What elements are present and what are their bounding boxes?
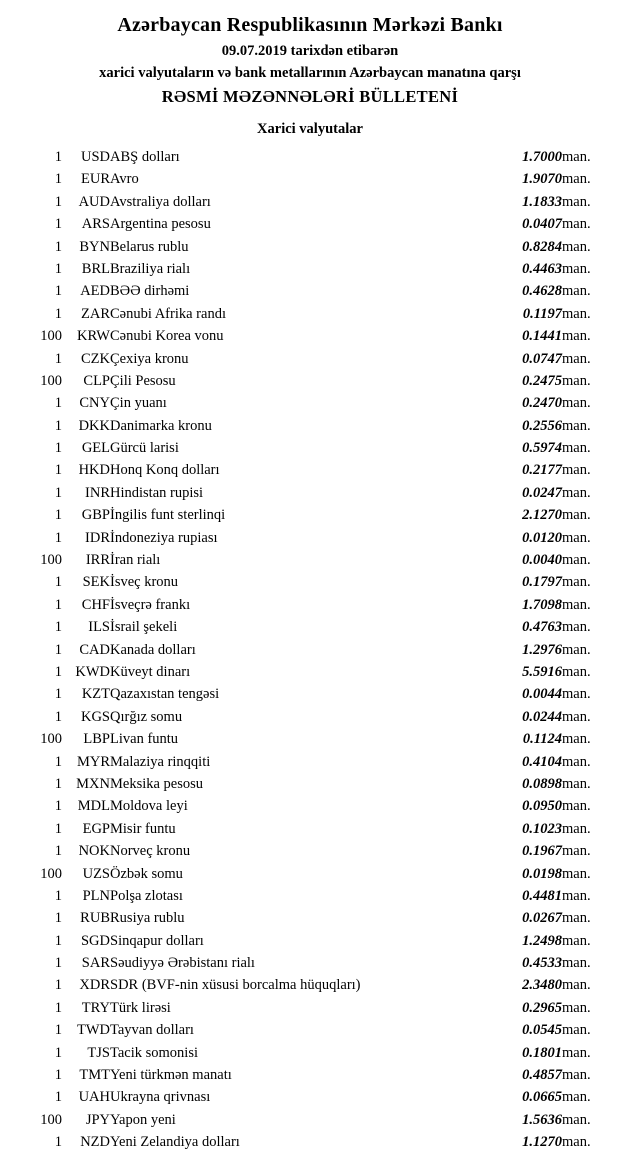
currency-rate: 1.1270	[522, 1134, 562, 1151]
currency-rate: 0.4857	[522, 1067, 562, 1084]
table-row	[18, 952, 602, 974]
currency-rate: 0.0407	[522, 216, 562, 233]
currency-rate: 0.2177	[522, 462, 562, 479]
currency-code: BYN	[79, 238, 110, 255]
currency-quantity: 1	[54, 798, 62, 815]
currency-rate: 0.1023	[522, 820, 562, 837]
currency-quantity: 1	[54, 775, 62, 792]
currency-rate: 0.0247	[522, 484, 562, 501]
currency-quantity: 1	[54, 216, 62, 233]
currency-rate: 5.5916	[522, 663, 562, 680]
currency-code: TMT	[79, 1067, 110, 1084]
currency-name: Misir funtu	[110, 820, 176, 837]
currency-quantity: 1	[54, 395, 62, 412]
currency-rate: 0.1197	[522, 305, 562, 322]
currency-code: TJS	[87, 1044, 110, 1061]
currency-code: RUB	[80, 910, 110, 927]
currency-rate: 2.3480	[522, 977, 562, 994]
currency-quantity: 1	[54, 149, 62, 165]
currency-code: TRY	[81, 999, 110, 1016]
currency-rate: 0.0267	[522, 910, 562, 927]
table-row	[18, 930, 602, 952]
table-row	[18, 751, 602, 773]
currency-name: Tayvan dolları	[110, 1022, 194, 1039]
currency-unit: man.	[562, 977, 591, 994]
currency-name: Tacik somonisi	[110, 1044, 198, 1061]
table-row	[18, 146, 602, 168]
table-row	[18, 661, 602, 683]
table-row	[18, 706, 602, 728]
currency-quantity: 100	[40, 552, 62, 569]
currency-rate: 0.1967	[522, 843, 562, 860]
currency-code: TWD	[76, 1022, 110, 1039]
currency-code: GBP	[81, 507, 110, 524]
effective-date-line: 09.07.2019 tarixdən etibarən	[221, 43, 399, 59]
currency-name: Türk lirəsi	[110, 999, 171, 1016]
currency-code: SGD	[80, 932, 110, 949]
table-row	[18, 392, 602, 414]
currency-quantity: 1	[54, 1022, 62, 1039]
currency-unit: man.	[562, 843, 591, 860]
currency-quantity: 1	[54, 641, 62, 658]
table-row	[18, 504, 602, 526]
currency-code: XDR	[79, 977, 110, 994]
currency-quantity: 1	[54, 440, 62, 457]
currency-name: Danimarka kronu	[110, 417, 212, 434]
table-row	[18, 191, 602, 213]
currency-name: Norveç kronu	[110, 843, 191, 860]
currency-unit: man.	[562, 731, 591, 748]
currency-quantity: 1	[54, 574, 62, 591]
table-row	[18, 1131, 602, 1153]
currency-rate: 0.0120	[522, 529, 562, 546]
currency-code: NZD	[80, 1134, 110, 1151]
currency-quantity: 100	[40, 731, 62, 748]
table-row	[18, 1042, 602, 1064]
currency-code: CZK	[81, 350, 110, 367]
currency-unit: man.	[562, 574, 591, 591]
currency-rate: 2.1270	[522, 507, 562, 524]
table-row	[18, 1019, 602, 1041]
currency-unit: man.	[562, 663, 591, 680]
currency-rate: 0.5974	[522, 440, 562, 457]
currency-unit: man.	[562, 887, 591, 904]
currency-name: İngilis funt sterlinqi	[110, 507, 226, 524]
table-row	[18, 728, 602, 750]
currency-code: KZT	[81, 686, 110, 703]
table-row	[18, 168, 602, 190]
currency-rate: 1.7098	[522, 596, 562, 613]
currency-unit: man.	[562, 820, 591, 837]
currency-code: EGP	[82, 820, 110, 837]
currency-quantity: 1	[54, 887, 62, 904]
currency-rate: 0.0545	[522, 1022, 562, 1039]
currency-rate: 0.4481	[522, 887, 562, 904]
table-row	[18, 616, 602, 638]
currency-code: UAH	[78, 1089, 110, 1106]
currency-code: AUD	[78, 193, 110, 210]
currency-quantity: 1	[54, 596, 62, 613]
currency-code: SAR	[81, 955, 110, 972]
currency-unit: man.	[562, 529, 591, 546]
currency-unit: man.	[562, 216, 591, 233]
table-row	[18, 974, 602, 996]
table-row	[18, 1086, 602, 1108]
currency-code: KRW	[76, 328, 110, 345]
currency-rate: 0.4763	[522, 619, 562, 636]
table-row	[18, 1109, 602, 1131]
subtitle-line: xarici valyutaların və bank metallarının Azərbaycan manatına qarşı	[99, 65, 521, 81]
currency-name: Avstraliya dolları	[110, 193, 211, 210]
currency-code: MDL	[77, 798, 110, 815]
table-row	[18, 907, 602, 929]
currency-rate: 0.0044	[522, 686, 562, 703]
table-row	[18, 549, 602, 571]
currency-quantity: 1	[54, 507, 62, 524]
currency-rate: 0.0244	[522, 708, 562, 725]
table-row	[18, 370, 602, 392]
currency-unit: man.	[562, 798, 591, 815]
currency-code: MXN	[76, 775, 110, 792]
table-row	[18, 863, 602, 885]
currency-quantity: 1	[54, 820, 62, 837]
currency-rate: 1.2976	[522, 641, 562, 658]
currency-unit: man.	[562, 328, 591, 345]
currency-code: AED	[80, 283, 110, 300]
currency-rate: 0.1441	[522, 328, 562, 345]
table-row	[18, 818, 602, 840]
currency-quantity: 1	[54, 932, 62, 949]
currency-code: DKK	[78, 417, 110, 434]
currency-code: HKD	[78, 462, 110, 479]
currency-name: Hindistan rupisi	[110, 484, 204, 501]
currency-name: Yeni türkmən manatı	[110, 1067, 232, 1084]
bulletin-heading: RƏSMİ MƏZƏNNƏLƏRİ BÜLLETENİ	[161, 87, 459, 106]
currency-quantity: 1	[54, 238, 62, 255]
currency-name: İsveçrə frankı	[110, 596, 191, 613]
currency-name: Yeni Zelandiya dolları	[110, 1134, 240, 1151]
currency-code: MYR	[76, 753, 110, 770]
currency-rate: 0.2556	[522, 417, 562, 434]
currency-unit: man.	[562, 865, 591, 882]
currency-quantity: 1	[54, 462, 62, 479]
currency-rate: 1.1833	[522, 193, 562, 210]
currency-quantity: 1	[54, 663, 62, 680]
currency-code: GEL	[81, 440, 110, 457]
currency-code: EUR	[81, 171, 110, 188]
table-row	[18, 683, 602, 705]
currency-unit: man.	[562, 260, 591, 277]
currency-unit: man.	[562, 1111, 591, 1128]
currency-unit: man.	[562, 193, 591, 210]
currency-quantity: 1	[54, 484, 62, 501]
currency-quantity: 1	[54, 619, 62, 636]
currency-unit: man.	[562, 149, 591, 165]
table-row	[18, 325, 602, 347]
currency-name: Livan funtu	[110, 731, 179, 748]
table-row	[18, 997, 602, 1019]
currency-quantity: 1	[54, 753, 62, 770]
table-row	[18, 482, 602, 504]
table-row	[18, 885, 602, 907]
currency-code: INR	[85, 484, 110, 501]
currency-rate: 0.1801	[522, 1044, 562, 1061]
currency-unit: man.	[562, 999, 591, 1016]
currency-unit: man.	[562, 552, 591, 569]
currency-name: Çin yuanı	[110, 395, 167, 412]
currency-rate: 1.2498	[522, 932, 562, 949]
currency-name: Sinqapur dolları	[110, 932, 204, 949]
currency-name: Çili Pesosu	[110, 372, 176, 389]
currency-name: Cənubi Korea vonu	[110, 328, 224, 345]
currency-quantity: 1	[54, 1067, 62, 1084]
currency-quantity: 1	[54, 171, 62, 188]
currency-unit: man.	[562, 641, 591, 658]
currency-quantity: 1	[54, 193, 62, 210]
currency-code: IRR	[85, 552, 110, 569]
currency-quantity: 1	[54, 686, 62, 703]
currency-code: JPY	[85, 1111, 110, 1128]
table-row	[18, 415, 602, 437]
currency-name: İsrail şekeli	[110, 619, 178, 636]
currency-name: Çexiya kronu	[110, 350, 189, 367]
table-row	[18, 213, 602, 235]
currency-unit: man.	[562, 484, 591, 501]
currency-code: USD	[80, 149, 110, 165]
table-row	[18, 639, 602, 661]
currency-unit: man.	[562, 932, 591, 949]
currency-name: İndoneziya rupiası	[110, 529, 218, 546]
currency-name: Meksika pesosu	[110, 775, 204, 792]
currency-unit: man.	[562, 910, 591, 927]
currency-name: SDR (BVF-nin xüsusi borcalma hüquqları)	[110, 977, 361, 994]
currency-quantity: 1	[54, 260, 62, 277]
currency-unit: man.	[562, 372, 591, 389]
currency-code: CAD	[79, 641, 110, 658]
currency-code: SEK	[82, 574, 110, 591]
currency-code: NOK	[78, 843, 110, 860]
currency-name: Gürcü larisi	[110, 440, 179, 457]
currency-unit: man.	[562, 596, 591, 613]
currency-name: Avro	[110, 171, 139, 188]
currency-quantity: 1	[54, 999, 62, 1016]
currency-code: IDR	[85, 529, 110, 546]
currency-rate: 0.0198	[522, 865, 562, 882]
table-row	[18, 773, 602, 795]
currency-code: CLP	[83, 372, 110, 389]
currency-code: ARS	[81, 216, 110, 233]
currency-unit: man.	[562, 305, 591, 322]
currency-code: BRL	[81, 260, 110, 277]
currency-name: ABŞ dolları	[110, 149, 180, 165]
currency-unit: man.	[562, 350, 591, 367]
currency-rate: 0.1124	[522, 731, 562, 748]
currency-unit: man.	[562, 440, 591, 457]
section-heading-foreign-currencies: Xarici valyutalar	[257, 121, 363, 137]
currency-unit: man.	[562, 753, 591, 770]
currency-code: LBP	[83, 731, 110, 748]
currency-rate: 0.4533	[522, 955, 562, 972]
currency-code: ILS	[88, 619, 110, 636]
currency-rate: 1.7000	[522, 149, 562, 165]
currency-quantity: 100	[40, 328, 62, 345]
currency-code: PLN	[82, 887, 110, 904]
currency-code: CNY	[79, 395, 110, 412]
currency-unit: man.	[562, 1044, 591, 1061]
currency-name: Kanada dolları	[110, 641, 196, 658]
currency-rate: 0.2470	[522, 395, 562, 412]
currency-rate: 1.5636	[522, 1111, 562, 1128]
currency-quantity: 1	[54, 843, 62, 860]
currency-unit: man.	[562, 708, 591, 725]
currency-code: KGS	[80, 708, 110, 725]
currency-code: UZS	[82, 865, 110, 882]
currency-unit: man.	[562, 1022, 591, 1039]
currency-name: Moldova leyi	[110, 798, 188, 815]
currency-name: Qırğız somu	[110, 708, 183, 725]
currency-unit: man.	[562, 507, 591, 524]
currency-name: Ukrayna qrivnası	[110, 1089, 211, 1106]
currency-rate: 0.2965	[522, 999, 562, 1016]
currency-unit: man.	[562, 686, 591, 703]
currency-name: Rusiya rublu	[110, 910, 185, 927]
currency-unit: man.	[562, 238, 591, 255]
exchange-rates-body	[18, 146, 602, 1154]
table-row	[18, 571, 602, 593]
currency-quantity: 1	[54, 708, 62, 725]
currency-quantity: 1	[54, 977, 62, 994]
currency-quantity: 1	[54, 283, 62, 300]
currency-name: Braziliya rialı	[110, 260, 191, 277]
currency-quantity: 1	[54, 955, 62, 972]
currency-rate: 0.1797	[522, 574, 562, 591]
currency-code: KWD	[75, 663, 110, 680]
currency-unit: man.	[562, 1067, 591, 1084]
currency-rate: 0.4104	[522, 753, 562, 770]
currency-unit: man.	[562, 462, 591, 479]
page-title: Azərbaycan Respublikasının Mərkəzi Bankı	[117, 14, 503, 36]
table-row	[18, 236, 602, 258]
currency-name: Küveyt dinarı	[110, 663, 191, 680]
currency-quantity: 1	[54, 1044, 62, 1061]
currency-name: Özbək somu	[110, 865, 183, 882]
currency-rate: 0.0898	[522, 775, 562, 792]
currency-unit: man.	[562, 1134, 591, 1151]
currency-quantity: 1	[54, 1089, 62, 1106]
currency-unit: man.	[562, 283, 591, 300]
currency-quantity: 100	[40, 372, 62, 389]
exchange-rates-table	[18, 146, 602, 1154]
currency-quantity: 1	[54, 350, 62, 367]
table-row	[18, 840, 602, 862]
currency-code: ZAR	[81, 305, 110, 322]
table-row	[18, 594, 602, 616]
currency-unit: man.	[562, 395, 591, 412]
currency-name: Belarus rublu	[110, 238, 189, 255]
currency-name: İran rialı	[110, 552, 161, 569]
table-row	[18, 795, 602, 817]
table-row	[18, 280, 602, 302]
table-row	[18, 459, 602, 481]
currency-quantity: 1	[54, 529, 62, 546]
currency-quantity: 1	[54, 1134, 62, 1151]
table-row	[18, 258, 602, 280]
currency-name: Yapon yeni	[110, 1111, 176, 1128]
table-row	[18, 348, 602, 370]
table-row	[18, 527, 602, 549]
table-row	[18, 437, 602, 459]
currency-unit: man.	[562, 171, 591, 188]
currency-name: Argentina pesosu	[110, 216, 211, 233]
currency-name: Səudiyyə Ərəbistanı rialı	[110, 955, 255, 972]
currency-unit: man.	[562, 619, 591, 636]
currency-rate: 1.9070	[522, 171, 562, 188]
table-row	[18, 303, 602, 325]
currency-unit: man.	[562, 775, 591, 792]
currency-name: Cənubi Afrika randı	[110, 305, 226, 322]
table-row	[18, 1064, 602, 1086]
currency-rate: 0.0950	[522, 798, 562, 815]
currency-quantity: 100	[40, 1111, 62, 1128]
currency-unit: man.	[562, 1089, 591, 1106]
currency-rate: 0.4463	[522, 260, 562, 277]
currency-name: Honq Konq dolları	[110, 462, 220, 479]
currency-quantity: 100	[40, 865, 62, 882]
currency-name: Polşa zlotası	[110, 887, 183, 904]
currency-unit: man.	[562, 955, 591, 972]
currency-quantity: 1	[54, 910, 62, 927]
currency-name: İsveç kronu	[110, 574, 179, 591]
currency-rate: 0.0747	[522, 350, 562, 367]
currency-unit: man.	[562, 417, 591, 434]
currency-rate: 0.0040	[522, 552, 562, 569]
currency-code: CHF	[81, 596, 110, 613]
currency-rate: 0.4628	[522, 283, 562, 300]
currency-rate: 0.8284	[522, 238, 562, 255]
currency-rate: 0.2475	[522, 372, 562, 389]
currency-rate: 0.0665	[522, 1089, 562, 1106]
currency-name: Malaziya rinqqiti	[110, 753, 211, 770]
currency-name: Qazaxıstan tengəsi	[110, 686, 220, 703]
currency-quantity: 1	[54, 305, 62, 322]
currency-quantity: 1	[54, 417, 62, 434]
currency-name: BƏƏ dirhəmi	[110, 283, 190, 300]
